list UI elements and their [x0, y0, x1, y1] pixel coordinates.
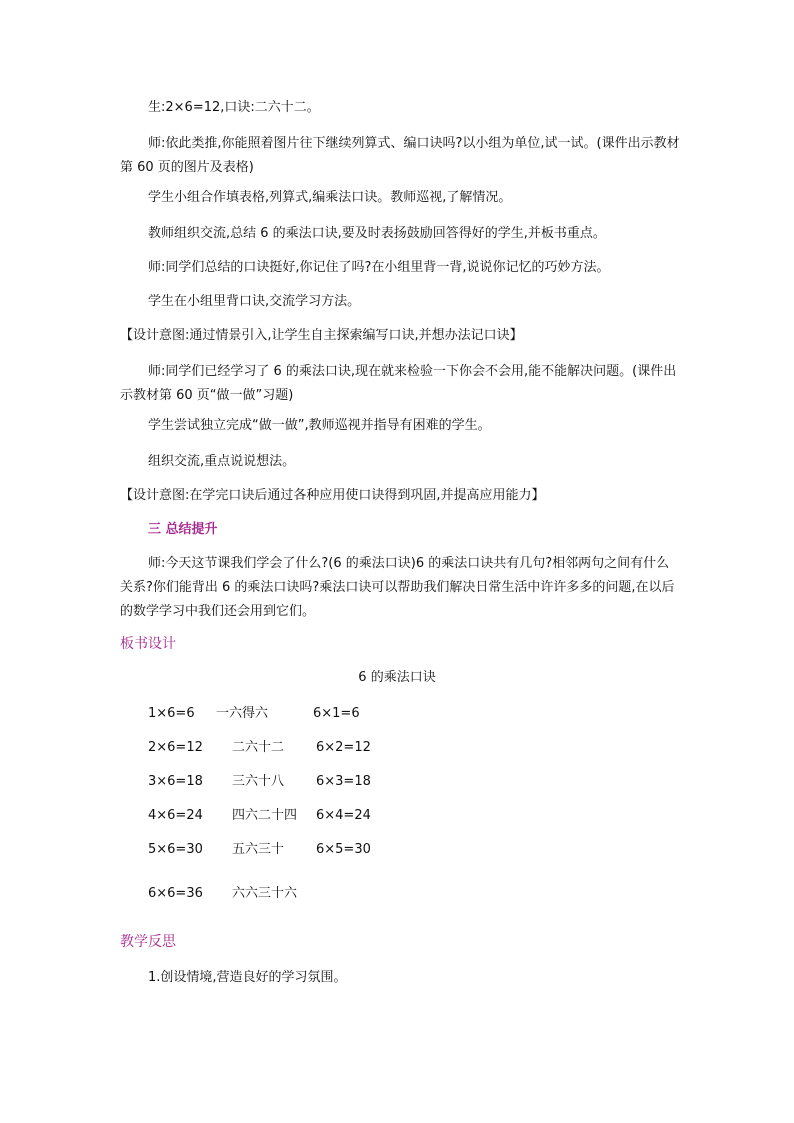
paragraph-exchange: 教师组织交流,总结 6 的乘法口诀,要及时表扬鼓励回答得好的学生,并板书重点。	[148, 226, 606, 241]
paragraph-student-answer: 生:2×6=12,口诀:二六十二。	[148, 100, 320, 115]
equation-right: 6×3=18	[316, 774, 371, 789]
paragraph-memorize: 师:同学们总结的口诀挺好,你记住了吗?在小组里背一背,说说你记忆的巧妙方法。	[148, 260, 610, 275]
board-title-text: 6 的乘法口诀	[358, 670, 436, 685]
rhyme: 五六三十	[232, 842, 285, 857]
rhyme: 一六得六	[216, 706, 269, 721]
paragraph-recite: 学生在小组里背口诀,交流学习方法。	[148, 294, 361, 309]
reflection-heading: 教学反思	[120, 934, 176, 950]
equation-left: 2×6=12	[148, 740, 203, 755]
paragraph-practice: 师:同学们已经学习了 6 的乘法口诀,现在就来检验一下你会不会用,能不能解决问题。(课件出示教材第 60 页“做一做”习题)	[120, 364, 677, 403]
equation-left: 1×6=6	[148, 706, 195, 721]
rhyme: 四六二十四	[232, 808, 298, 823]
paragraph-summary: 师:今天这节课我们学会了什么?(6 的乘法口诀)6 的乘法口诀共有几句?相邻两句之间有什么关系?你们能背出 6 的乘法口诀吗?乘法口诀可以帮助我们解决日常生活中许许多多的问题,在以后的数学学习中我们还会用到它们。	[120, 556, 675, 619]
rhyme: 六六三十六	[232, 886, 298, 901]
paragraph-group-work: 学生小组合作填表格,列算式,编乘法口诀。教师巡视,了解情况。	[148, 190, 512, 205]
equation-right: 6×2=12	[316, 740, 371, 755]
equation-right: 6×1=6	[313, 706, 360, 721]
equation-right: 6×4=24	[316, 808, 371, 823]
paragraph-teacher-prompt: 师:依此类推,你能照着图片往下继续列算式、编口诀吗?以小组为单位,试一试。(课件出示教材第 60 页的图片及表格)	[120, 136, 680, 175]
equation-left: 3×6=18	[148, 774, 203, 789]
equation-left: 6×6=36	[148, 886, 203, 901]
equation-left: 5×6=30	[148, 842, 203, 857]
equation-right: 6×5=30	[316, 842, 371, 857]
board-design-heading: 板书设计	[120, 636, 176, 652]
reflection-item-1: 1.创设情境,营造良好的学习氛围。	[148, 970, 347, 985]
paragraph-attempt: 学生尝试独立完成“做一做”,教师巡视并指导有困难的学生。	[148, 418, 491, 433]
paragraph-discussion: 组织交流,重点说说想法。	[148, 454, 296, 469]
rhyme: 三六十八	[232, 774, 285, 789]
design-intent-1: 【设计意图:通过情景引入,让学生自主探索编写口诀,并想办法记口诀】	[120, 328, 523, 343]
board-title	[0, 668, 794, 688]
equation-left: 4×6=24	[148, 808, 203, 823]
section-summary-title: 三 总结提升	[148, 522, 218, 537]
design-intent-2: 【设计意图:在学完口诀后通过各种应用使口诀得到巩固,并提高应用能力】	[120, 488, 545, 503]
rhyme: 二六十二	[232, 740, 285, 755]
